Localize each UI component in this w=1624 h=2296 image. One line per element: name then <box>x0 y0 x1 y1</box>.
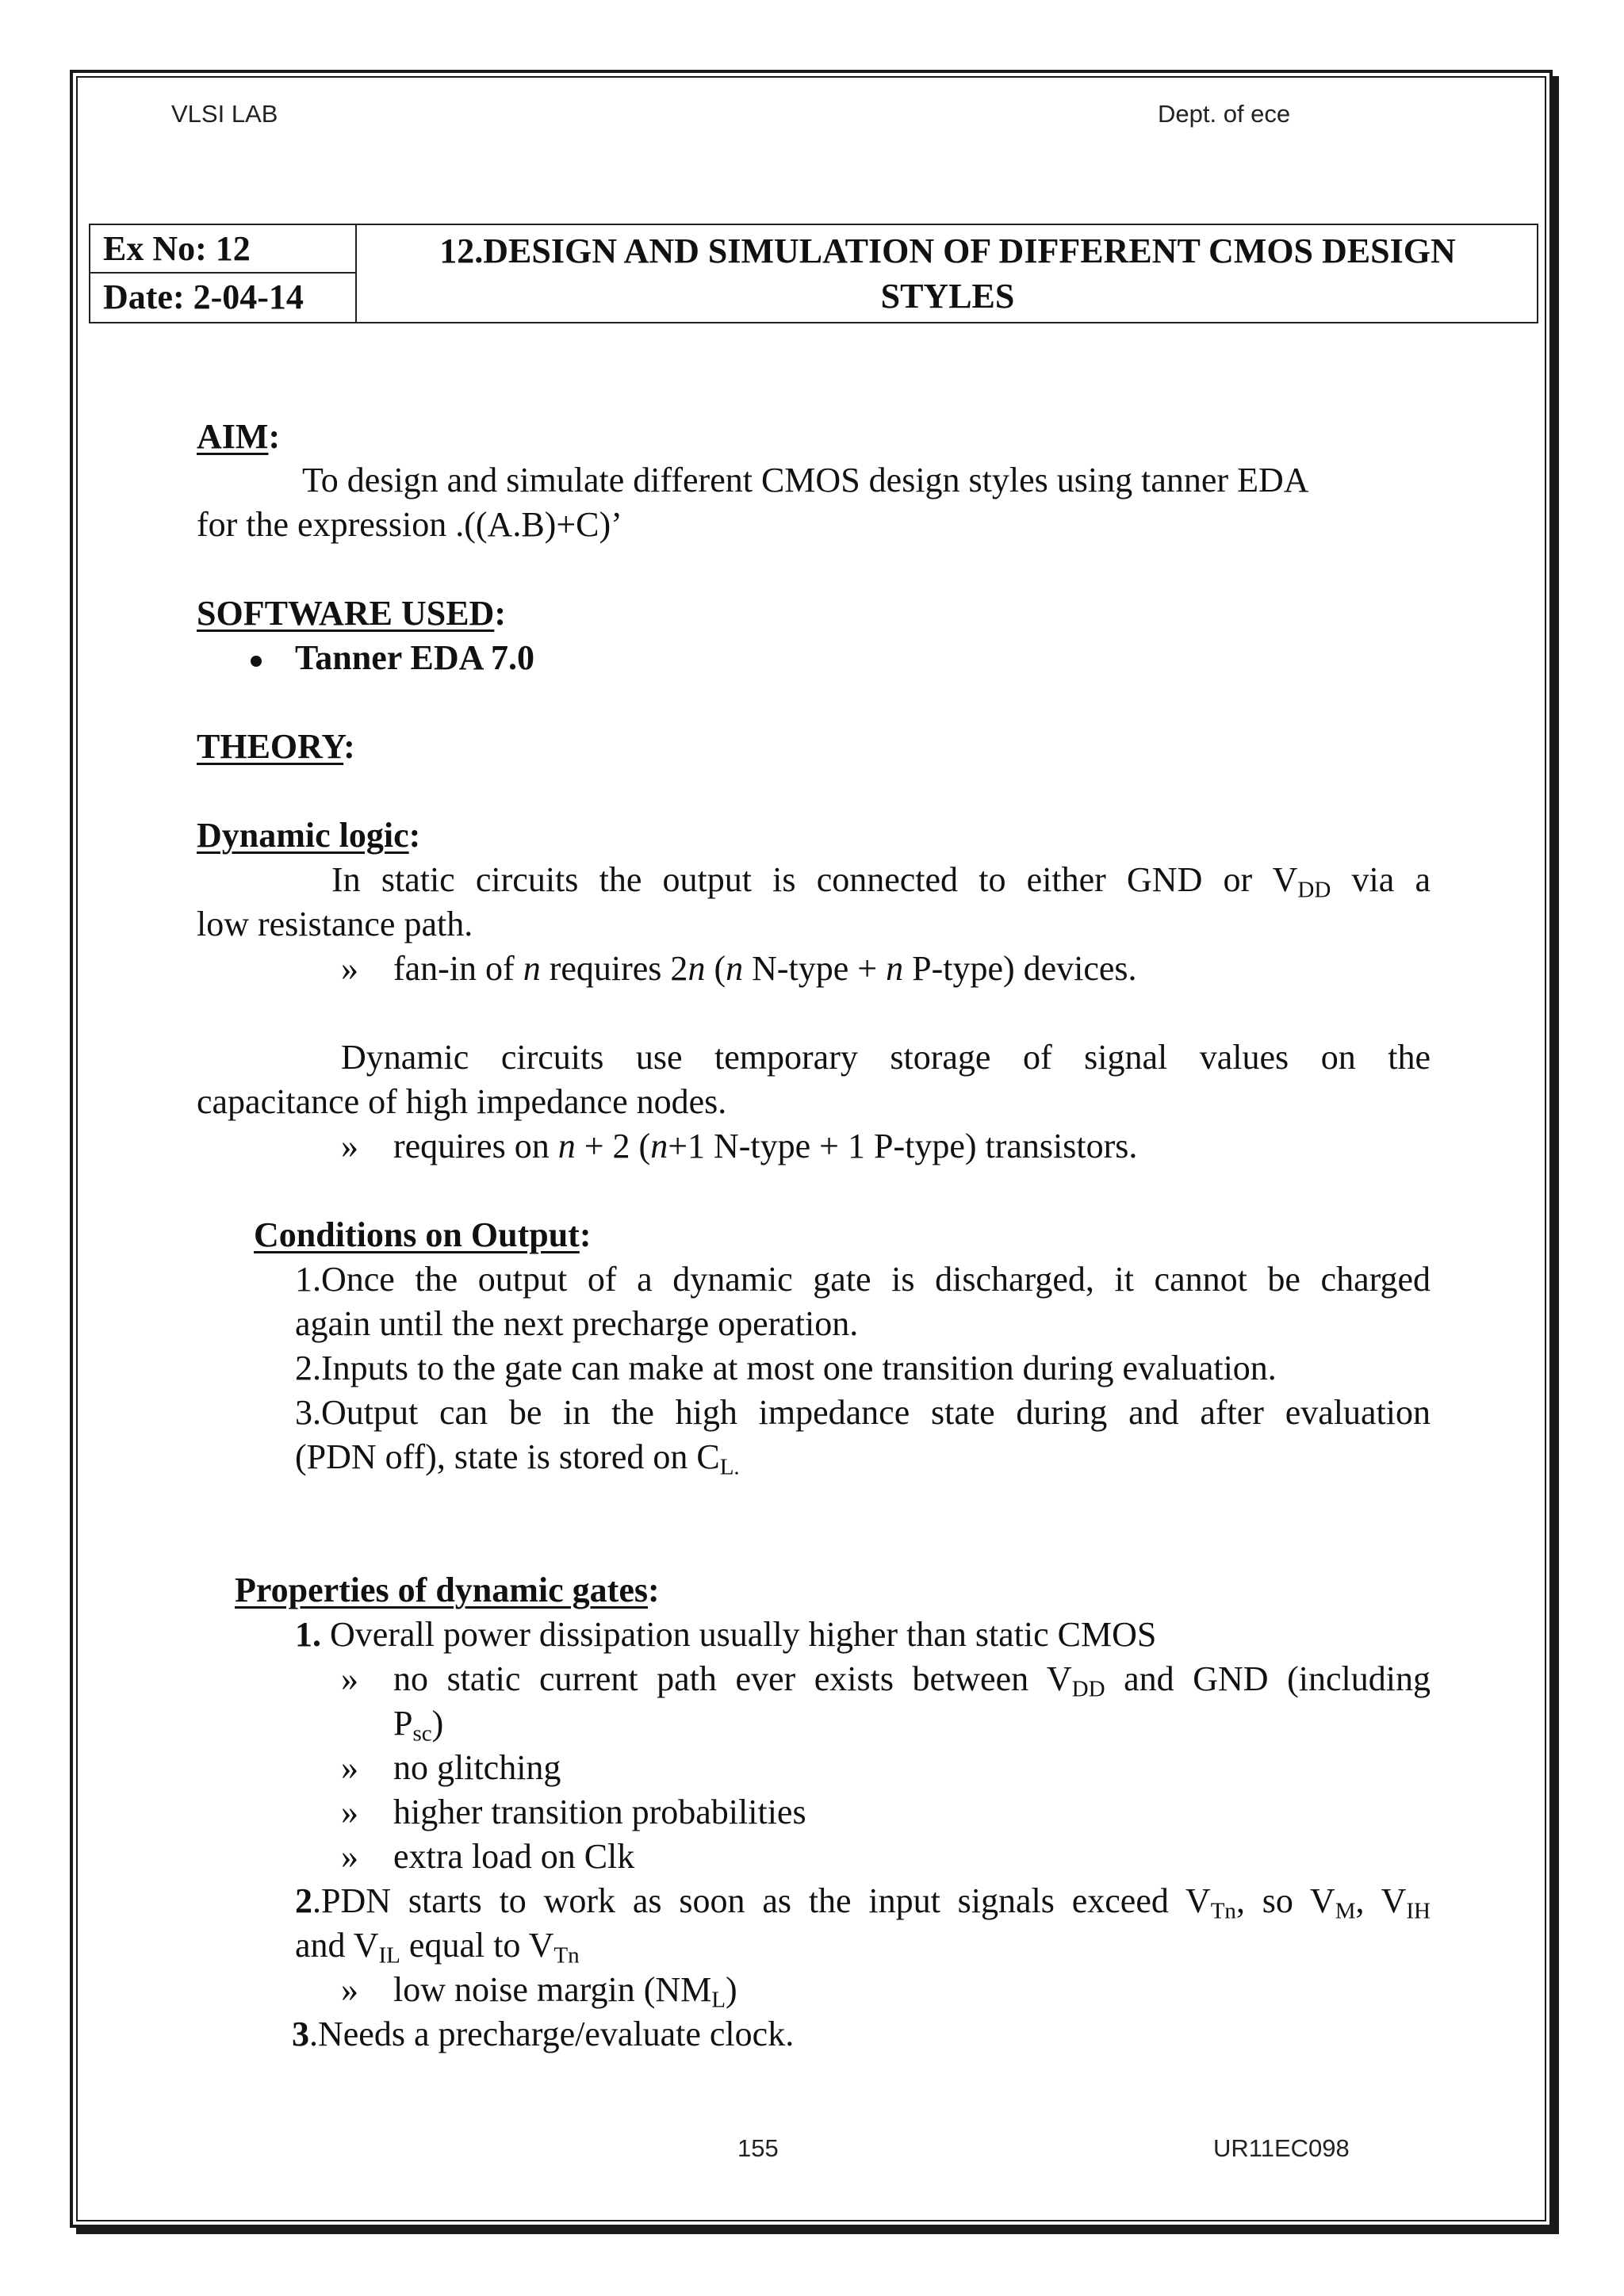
italic-var: n <box>726 949 744 988</box>
properties-item1-bullet1-line2 <box>393 1701 443 1746</box>
italic-var: n <box>688 949 706 988</box>
page-border-shadow-right <box>1553 76 1559 2234</box>
text-span: Overall power dissipation usually higher than static CMOS <box>321 1615 1157 1654</box>
text-span: requires on <box>393 1127 558 1165</box>
properties-item2-line2 <box>295 1923 580 1968</box>
aim-heading: AIM: <box>197 417 281 456</box>
software-item: Tanner EDA 7.0 <box>295 638 534 677</box>
aim-line1: To design and simulate different CMOS design styles using tanner EDA <box>302 461 1309 499</box>
theory-heading: THEORY: <box>197 727 355 766</box>
italic-var: n <box>650 1127 668 1165</box>
dynamic-p1-line2: low resistance path. <box>197 905 473 943</box>
subscript: M <box>1335 1898 1356 1924</box>
page-border-shadow-bottom <box>76 2228 1559 2234</box>
subscript: L <box>711 1987 726 2013</box>
item-number: 1. <box>295 1615 321 1654</box>
title-table-left-column <box>90 225 357 322</box>
software-heading-text: SOFTWARE USED <box>197 594 495 633</box>
text-span: , V <box>1355 1881 1407 1920</box>
subscript: IH <box>1406 1898 1431 1924</box>
properties-item3 <box>292 2012 794 2057</box>
conditions-item1-line2: again until the next precharge operation. <box>295 1304 859 1343</box>
conditions-item1-line1: 1.Once the output of a dynamic gate is discharged, it cannot be charged <box>295 1260 1431 1299</box>
properties-item1-bullet2: no glitching <box>393 1748 561 1787</box>
dynamic-p1-line1 <box>331 858 1431 902</box>
text-span: +1 N-type + 1 P-type) transistors. <box>668 1127 1138 1165</box>
text-span: and V <box>295 1926 379 1965</box>
text-span: P-type) devices. <box>903 949 1137 988</box>
aim-heading-text: AIM <box>197 417 269 456</box>
properties-item1-bullet1-line1 <box>393 1657 1431 1701</box>
properties-item2-bullet1 <box>393 1968 737 2012</box>
text-span: In static circuits the output is connected to either GND or V <box>331 860 1298 899</box>
text-span: (PDN off), state is stored on C <box>295 1437 720 1476</box>
dynamic-logic-heading: Dynamic logic: <box>197 816 421 855</box>
experiment-title-line1: 12.DESIGN AND SIMULATION OF DIFFERENT CMOS DESIGN <box>439 232 1456 270</box>
text-span: and GND (including <box>1105 1659 1431 1698</box>
raquo-bullet-icon: » <box>341 1748 358 1787</box>
properties-item1 <box>295 1613 1156 1657</box>
dynamic-bullet1 <box>393 947 1137 991</box>
italic-var: n <box>886 949 904 988</box>
subscript: DD <box>1297 877 1331 903</box>
subscript: sc <box>412 1720 432 1747</box>
roll-number: UR11EC098 <box>1213 2134 1350 2162</box>
properties-heading: Properties of dynamic gates: <box>235 1571 660 1609</box>
conditions-item2: 2.Inputs to the gate can make at most one transition during evaluation. <box>295 1349 1277 1387</box>
subscript: IL <box>378 1942 400 1969</box>
text-span: + 2 ( <box>575 1127 651 1165</box>
bullet-dot-icon <box>251 656 262 667</box>
conditions-heading-text: Conditions on Output <box>254 1215 580 1254</box>
software-heading: SOFTWARE USED: <box>197 594 506 633</box>
conditions-item3-line1: 3.Output can be in the high impedance state during and after evaluation <box>295 1393 1431 1432</box>
subscript: L. <box>719 1454 740 1480</box>
text-span: , so V <box>1235 1881 1335 1920</box>
properties-item1-bullet3: higher transition probabilities <box>393 1793 806 1831</box>
raquo-bullet-icon: » <box>341 1127 358 1165</box>
text-span: requires 2 <box>540 949 688 988</box>
title-table <box>89 224 1538 323</box>
header-left: VLSI LAB <box>171 100 278 128</box>
text-span: P <box>393 1704 413 1743</box>
theory-heading-text: THEORY <box>197 727 344 766</box>
text-span: N-type + <box>743 949 887 988</box>
raquo-bullet-icon: » <box>341 1793 358 1831</box>
subscript: DD <box>1071 1676 1105 1702</box>
dynamic-p2-line2: capacitance of high impedance nodes. <box>197 1082 727 1121</box>
subscript: Tn <box>1210 1898 1236 1924</box>
experiment-title <box>357 225 1538 322</box>
item-number: 3 <box>292 2015 309 2053</box>
text-span: no static current path ever exists between V <box>393 1659 1072 1698</box>
ex-no: Ex No: 12 <box>90 225 355 274</box>
header-right: Dept. of ece <box>1158 100 1291 128</box>
text-span: low noise margin (NM <box>393 1970 712 2009</box>
experiment-title-line2: STYLES <box>880 277 1015 316</box>
italic-var: n <box>523 949 541 988</box>
text-span: .Needs a precharge/evaluate clock. <box>309 2015 795 2053</box>
subscript: Tn <box>553 1942 580 1969</box>
properties-item2-line1 <box>295 1879 1431 1923</box>
date: Date: 2-04-14 <box>103 277 304 316</box>
italic-var: n <box>557 1127 576 1165</box>
item-number: 2 <box>295 1881 312 1920</box>
text-span: ) <box>726 1970 737 2009</box>
page-number: 155 <box>737 2134 779 2162</box>
raquo-bullet-icon: » <box>341 1659 358 1698</box>
text-span: equal to V <box>400 1926 554 1965</box>
dynamic-p2-line1: Dynamic circuits use temporary storage of signal values on the <box>341 1038 1431 1077</box>
aim-line2: for the expression .((A.B)+C)’ <box>197 505 622 544</box>
text-span: ( <box>705 949 726 988</box>
raquo-bullet-icon: » <box>341 1970 358 2009</box>
properties-item1-bullet4: extra load on Clk <box>393 1837 635 1876</box>
dynamic-logic-heading-text: Dynamic logic <box>197 816 409 855</box>
text-span: fan-in of <box>393 949 523 988</box>
text-span: ) <box>431 1704 444 1743</box>
text-span: .PDN starts to work as soon as the input signals exceed V <box>312 1881 1211 1920</box>
conditions-item3-line2 <box>295 1435 740 1479</box>
dynamic-bullet2 <box>393 1124 1137 1169</box>
raquo-bullet-icon: » <box>341 1837 358 1876</box>
raquo-bullet-icon: » <box>341 949 358 988</box>
text-span: via a <box>1331 860 1431 899</box>
properties-heading-text: Properties of dynamic gates <box>235 1571 648 1609</box>
conditions-heading: Conditions on Output: <box>254 1215 592 1254</box>
